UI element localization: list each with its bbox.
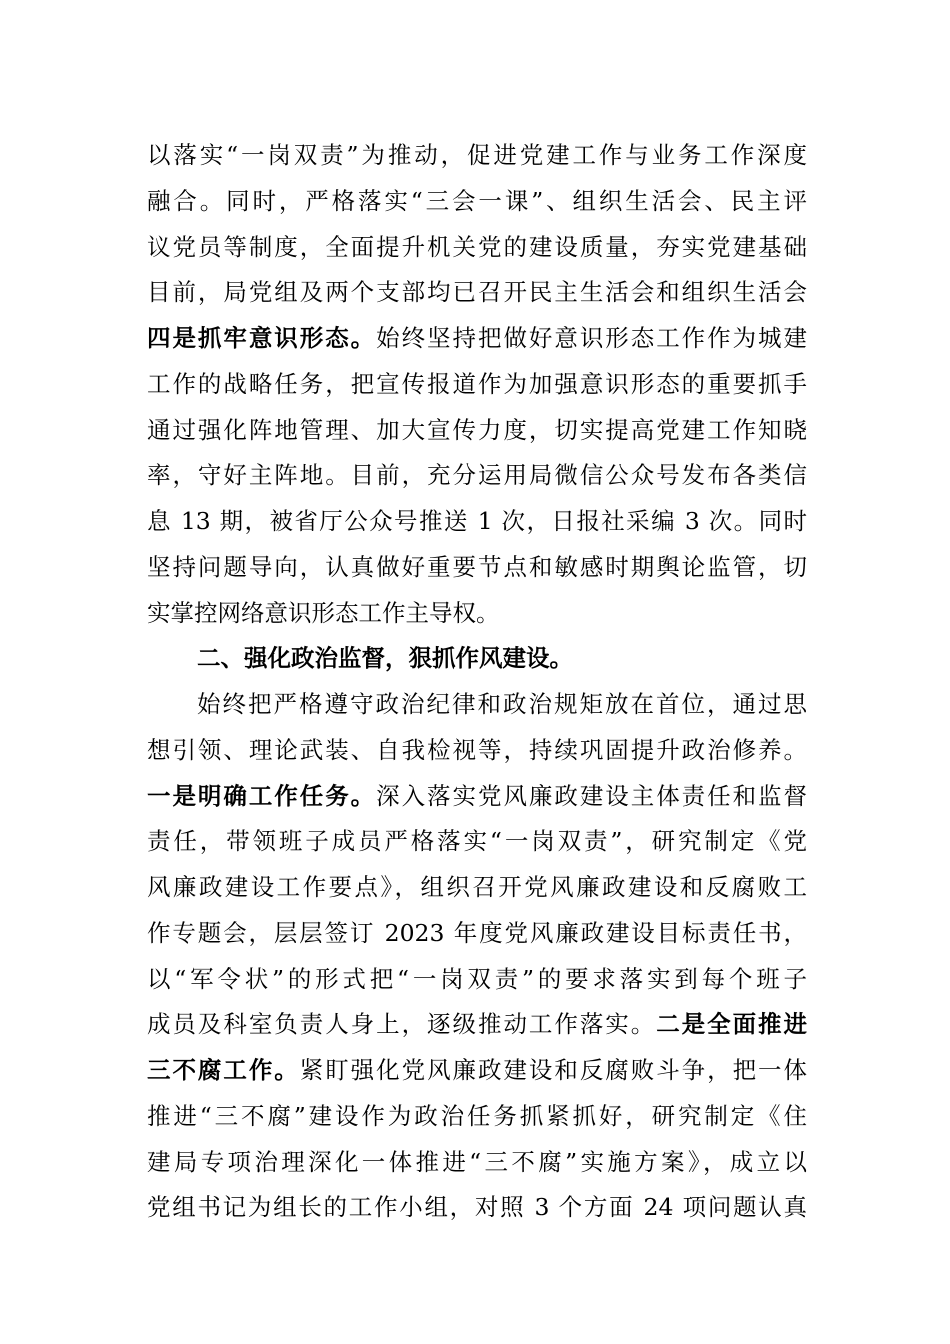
text-line <box>147 408 807 452</box>
body-text: 风廉政建设工作要点》，组织召开党风廉政建设和反腐败工 <box>147 873 807 901</box>
body-text: 想引领、理论武装、自我检视等，持续巩固提升政治修养。 <box>147 735 807 764</box>
body-text: 始终把严格遵守政治纪律和政治规矩放在首位，通过思 <box>197 690 807 718</box>
body-text: 目前，局党组及两个支部均已召开民主生活会和组织生活会 <box>147 278 807 307</box>
text-line <box>147 591 807 635</box>
body-text: 以“军令状”的形式把“一岗双责”的要求落实到每个班子 <box>147 964 807 993</box>
body-text: 融合。同时，严格落实“三会一课”、组织生活会、民主评 <box>147 186 807 215</box>
text-line <box>147 1185 807 1229</box>
text-line <box>147 774 807 818</box>
text-line <box>147 1048 807 1092</box>
body-text: 紧盯强化党风廉政建设和反腐败斗争，把一体 <box>299 1056 808 1084</box>
text-line <box>147 957 807 1001</box>
body-text: 实掌控网络意识形态工作主导权。 <box>147 598 500 627</box>
bold-heading-text: 二、强化政治监督，狠抓作风建设。 <box>197 644 573 673</box>
text-line <box>147 225 807 269</box>
text-line <box>147 728 807 772</box>
body-text: 责任，带领班子成员严格落实“一岗双责”，研究制定《党 <box>147 827 807 856</box>
text-line <box>147 133 807 177</box>
body-text: 议党员等制度，全面提升机关党的建设质量，夯实党建基础 <box>147 232 807 261</box>
text-line <box>147 1002 807 1046</box>
body-text: 始终坚持把做好意识形态工作作为城建 <box>376 324 808 352</box>
text-line <box>147 911 807 955</box>
body-text: 以落实“一岗双责”为推动，促进党建工作与业务工作深度 <box>147 141 807 169</box>
text-line <box>147 499 807 543</box>
body-text: 作专题会，层层签订 2023 年度党风廉政建设目标责任书， <box>147 918 807 947</box>
body-text: 率，守好主阵地。目前，充分运用局微信公众号发布各类信 <box>147 461 807 490</box>
text-line <box>147 270 807 314</box>
body-text: 建局专项治理深化一体推进“三不腐”实施方案》，成立以 <box>147 1147 807 1176</box>
bold-heading-text: 三不腐工作。 <box>147 1056 300 1084</box>
text-line <box>197 682 807 726</box>
body-text: 通过强化阵地管理、加大宣传力度，切实提高党建工作知晓 <box>147 415 807 444</box>
bold-heading-text: 二是全面推进 <box>656 1010 808 1039</box>
text-line <box>147 1094 807 1138</box>
text-line <box>197 636 807 680</box>
body-text: 工作的战略任务，把宣传报道作为加强意识形态的重要抓手 <box>147 369 807 398</box>
body-text: 成员及科室负责人身上，逐级推动工作落实。 <box>147 1010 657 1039</box>
body-text: 息 13 期，被省厅公众号推送 1 次，日报社采编 3 次。同时 <box>147 507 807 535</box>
body-text: 党组书记为组长的工作小组，对照 3 个方面 24 项问题认真 <box>147 1193 807 1222</box>
text-line <box>147 545 807 589</box>
body-text: 深入落实党风廉政建设主体责任和监督 <box>376 781 808 810</box>
text-line <box>147 453 807 497</box>
text-line <box>147 179 807 223</box>
body-text: 推进“三不腐”建设作为政治任务抓紧抓好，研究制定《住 <box>147 1101 807 1130</box>
bold-heading-text: 四是抓牢意识形态。 <box>147 324 377 352</box>
text-line <box>147 362 807 406</box>
text-line <box>147 1140 807 1184</box>
text-line <box>147 865 807 909</box>
text-line <box>147 819 807 863</box>
bold-heading-text: 一是明确工作任务。 <box>147 781 377 810</box>
text-line <box>147 316 807 360</box>
body-text: 坚持问题导向，认真做好重要节点和敏感时期舆论监管，切 <box>147 552 807 581</box>
